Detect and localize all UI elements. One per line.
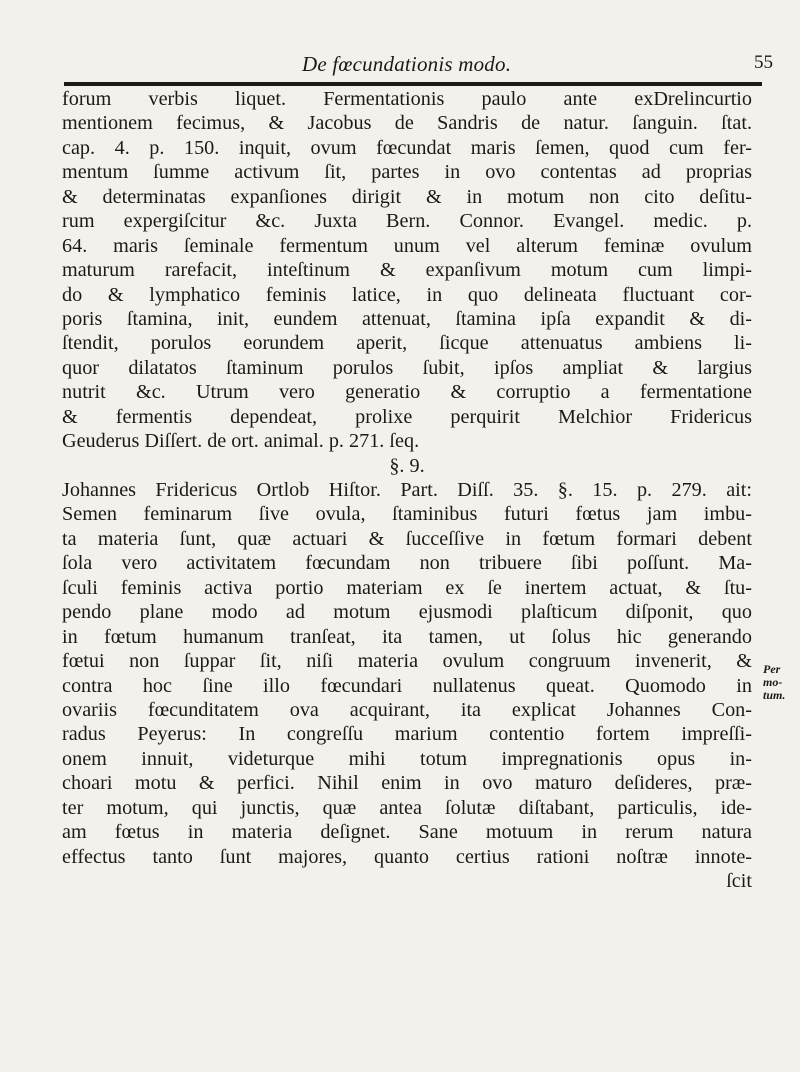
body-text (62, 87, 752, 893)
text-line: contra hoc ſine illo fœcundari nullatenus queat. Quomodo in (62, 674, 752, 697)
text-line: pendo plane modo ad motum ejusmodi plaſticum diſponit, quo (62, 601, 752, 624)
text-line: rum expergiſcitur &c. Juxta Bern. Connor. Evangel. medic. p. (62, 210, 752, 233)
text-line: am fœtus in materia deſignet. Sane motuum in rerum natura (62, 821, 752, 844)
text-line: maturum rarefacit, inteſtinum & expanſivum motum cum limpi- (62, 259, 752, 282)
text-line: ta materia ſunt, quæ actuari & ſucceſſive in fœtum formari debent (62, 527, 752, 550)
text-line: forum verbis liquet. Fermentationis paulo ante exDrelincurtio (62, 88, 752, 110)
text-line: in fœtum humanum tranſeat, ita tamen, ut ſolus hic generando (62, 625, 752, 648)
text-line: radus Peyerus: In congreſſu marium contentio fortem impreſſi- (62, 723, 752, 746)
section-number: §. 9. (389, 454, 425, 477)
text-line: Johannes Fridericus Ortlob Hiſtor. Part. Diſſ. 35. §. 15. p. 279. ait: (62, 479, 752, 501)
text-line: cap. 4. p. 150. inquit, ovum fœcundat maris ſemen, quod cum fer- (62, 136, 752, 159)
running-head (0, 52, 800, 82)
text-line: mentionem fecimus, & Jacobus de Sandris de natur. ſanguin. ſtat. (62, 112, 752, 135)
margin-note-line: tum. (763, 688, 786, 702)
header-rule (64, 82, 762, 86)
text-line: poris ſtamina, init, eundem attenuat, ſtamina ipſa expandit & di- (62, 307, 752, 330)
text-line: ſculi feminis activa portio materiam ex ſe inertem actuat, & ſtu- (62, 576, 752, 599)
text-line: choari motu & perfici. Nihil enim in ovo maturo deſideres, præ- (62, 772, 752, 795)
text-line: Geuderus Diſſert. de ort. animal. p. 271. ſeq. (62, 430, 420, 453)
text-line: quor dilatatos ſtaminum porulos ſubit, ipſos ampliat & largius (62, 356, 752, 379)
catchword: ſcit (726, 870, 752, 892)
running-title: De fœcundationis modo. (302, 52, 512, 76)
text-line: onem innuit, videturque mihi totum impregnationis opus in- (62, 747, 752, 770)
text-line: effectus tanto ſunt majores, quanto certius rationi noſtræ innote- (62, 845, 752, 868)
text-line: 64. maris ſeminale fermentum unum vel alterum feminæ ovulum (62, 234, 752, 257)
text-line: nutrit &c. Utrum vero generatio & corruptio a fermentatione (62, 381, 752, 404)
text-line: & fermentis dependeat, prolixe perquirit Melchior Fridericus (62, 405, 752, 428)
text-line: ter motum, qui junctis, quæ antea ſolutæ diſtabant, particulis, ide- (62, 796, 752, 819)
page-number: 55 (754, 52, 773, 73)
text-line: mentum ſumme activum ſit, partes in ovo contentas ad proprias (62, 161, 752, 184)
text-line: ovariis fœcunditatem ova acquirant, ita explicat Johannes Con- (62, 698, 752, 721)
text-line: & determinatas expanſiones dirigit & in motum non cito deſitu- (62, 185, 752, 208)
text-line: ſtendit, porulos eorundem aperit, ſicque attenuatus ambiens li- (62, 332, 752, 355)
margin-note-line: Per mo- (763, 662, 783, 689)
text-line: Semen feminarum ſive ovula, ſtaminibus futuri fœtus jam imbu- (62, 503, 752, 526)
margin-note (763, 663, 800, 702)
text-line: do & lymphatico feminis latice, in quo delineata fluctuant cor- (62, 283, 752, 306)
text-line: fœtui non ſuppar ſit, niſi materia ovulum congruum invenerit, & (62, 650, 752, 673)
text-line: ſola vero activitatem fœcundam non tribuere ſibi poſſunt. Ma- (62, 552, 752, 575)
